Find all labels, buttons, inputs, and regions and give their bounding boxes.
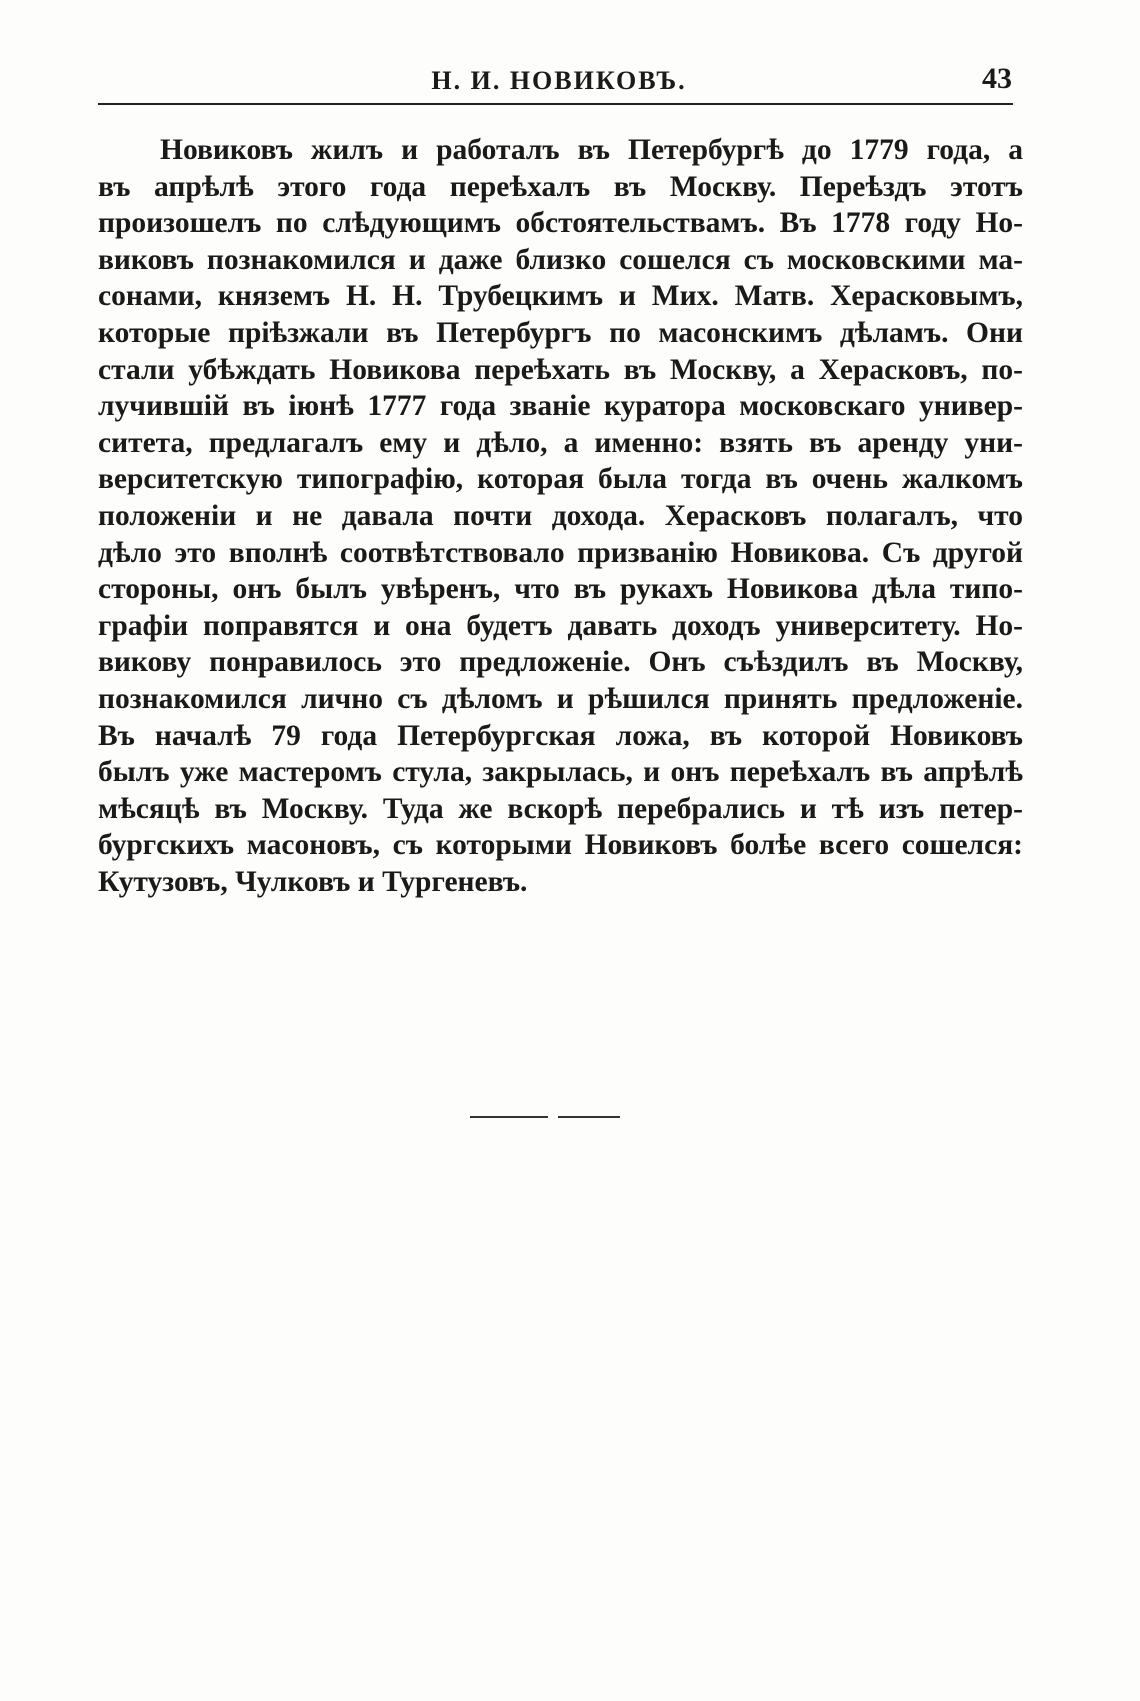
text-line: графіи поправятся и она будетъ давать доходъ университету. Но- bbox=[98, 609, 1023, 642]
text-line: которые пріѣзжали въ Петербургъ по масонскимъ дѣламъ. Они bbox=[98, 316, 1023, 349]
page-number: 43 bbox=[982, 62, 1012, 95]
text-line: виковъ познакомился и даже близко сошелся съ московскими ма- bbox=[98, 243, 1023, 276]
running-title: Н. И. НОВИКОВЪ. bbox=[431, 66, 687, 95]
text-line: стороны, онъ былъ увѣренъ, что въ рукахъ Новикова дѣла типо- bbox=[98, 573, 1023, 606]
text-line: познакомился лично съ дѣломъ и рѣшился принять предложеніе. bbox=[98, 682, 1023, 715]
text-line: былъ уже мастеромъ стула, закрылась, и онъ переѣхалъ въ апрѣлѣ bbox=[98, 756, 1023, 789]
divider-segment bbox=[558, 1116, 620, 1118]
paragraph bbox=[98, 132, 1023, 900]
text-line: Въ началѣ 79 года Петербургская ложа, въ которой Новиковъ bbox=[98, 719, 1023, 752]
text-line: въ апрѣлѣ этого года переѣхалъ въ Москву. Переѣздъ этотъ bbox=[98, 170, 1023, 203]
text-line: положеніи и не давала почти дохода. Херасковъ полагалъ, что bbox=[98, 499, 1023, 532]
text-line: Новиковъ жилъ и работалъ въ Петербургѣ до 1779 года, а bbox=[160, 134, 1023, 166]
divider-segment bbox=[470, 1116, 548, 1118]
text-line: мѣсяцѣ въ Москву. Туда же вскорѣ перебрались и тѣ изъ петер- bbox=[98, 792, 1023, 825]
text-line: верситетскую типографію, которая была тогда въ очень жалкомъ bbox=[98, 463, 1023, 496]
text-line: викову понравилось это предложеніе. Онъ съѣздилъ въ Москву, bbox=[98, 646, 1023, 679]
text-line: бургскихъ масоновъ, съ которыми Новиковъ болѣе всего сошелся: bbox=[98, 829, 1023, 862]
text-line: ситета, предлагалъ ему и дѣло, а именно: взять въ аренду уни- bbox=[98, 426, 1023, 459]
text-line: лучившій въ іюнѣ 1777 года званіе куратора московскаго универ- bbox=[98, 390, 1023, 423]
text-line: дѣло это вполнѣ соотвѣтствовало призванію Новикова. Съ другой bbox=[98, 536, 1023, 569]
running-head bbox=[98, 62, 1020, 106]
header-rule bbox=[98, 103, 1013, 105]
section-divider bbox=[470, 1116, 650, 1120]
text-line: стали убѣждать Новикова переѣхать въ Москву, а Херасковъ, по- bbox=[98, 353, 1023, 386]
text-line: сонами, княземъ Н. Н. Трубецкимъ и Мих. Матв. Херасковымъ, bbox=[98, 280, 1023, 313]
text-line: Кутузовъ, Чулковъ и Тургеневъ. bbox=[98, 865, 528, 898]
text-line: произошелъ по слѣдующимъ обстоятельствамъ. Въ 1778 году Но- bbox=[98, 207, 1023, 240]
